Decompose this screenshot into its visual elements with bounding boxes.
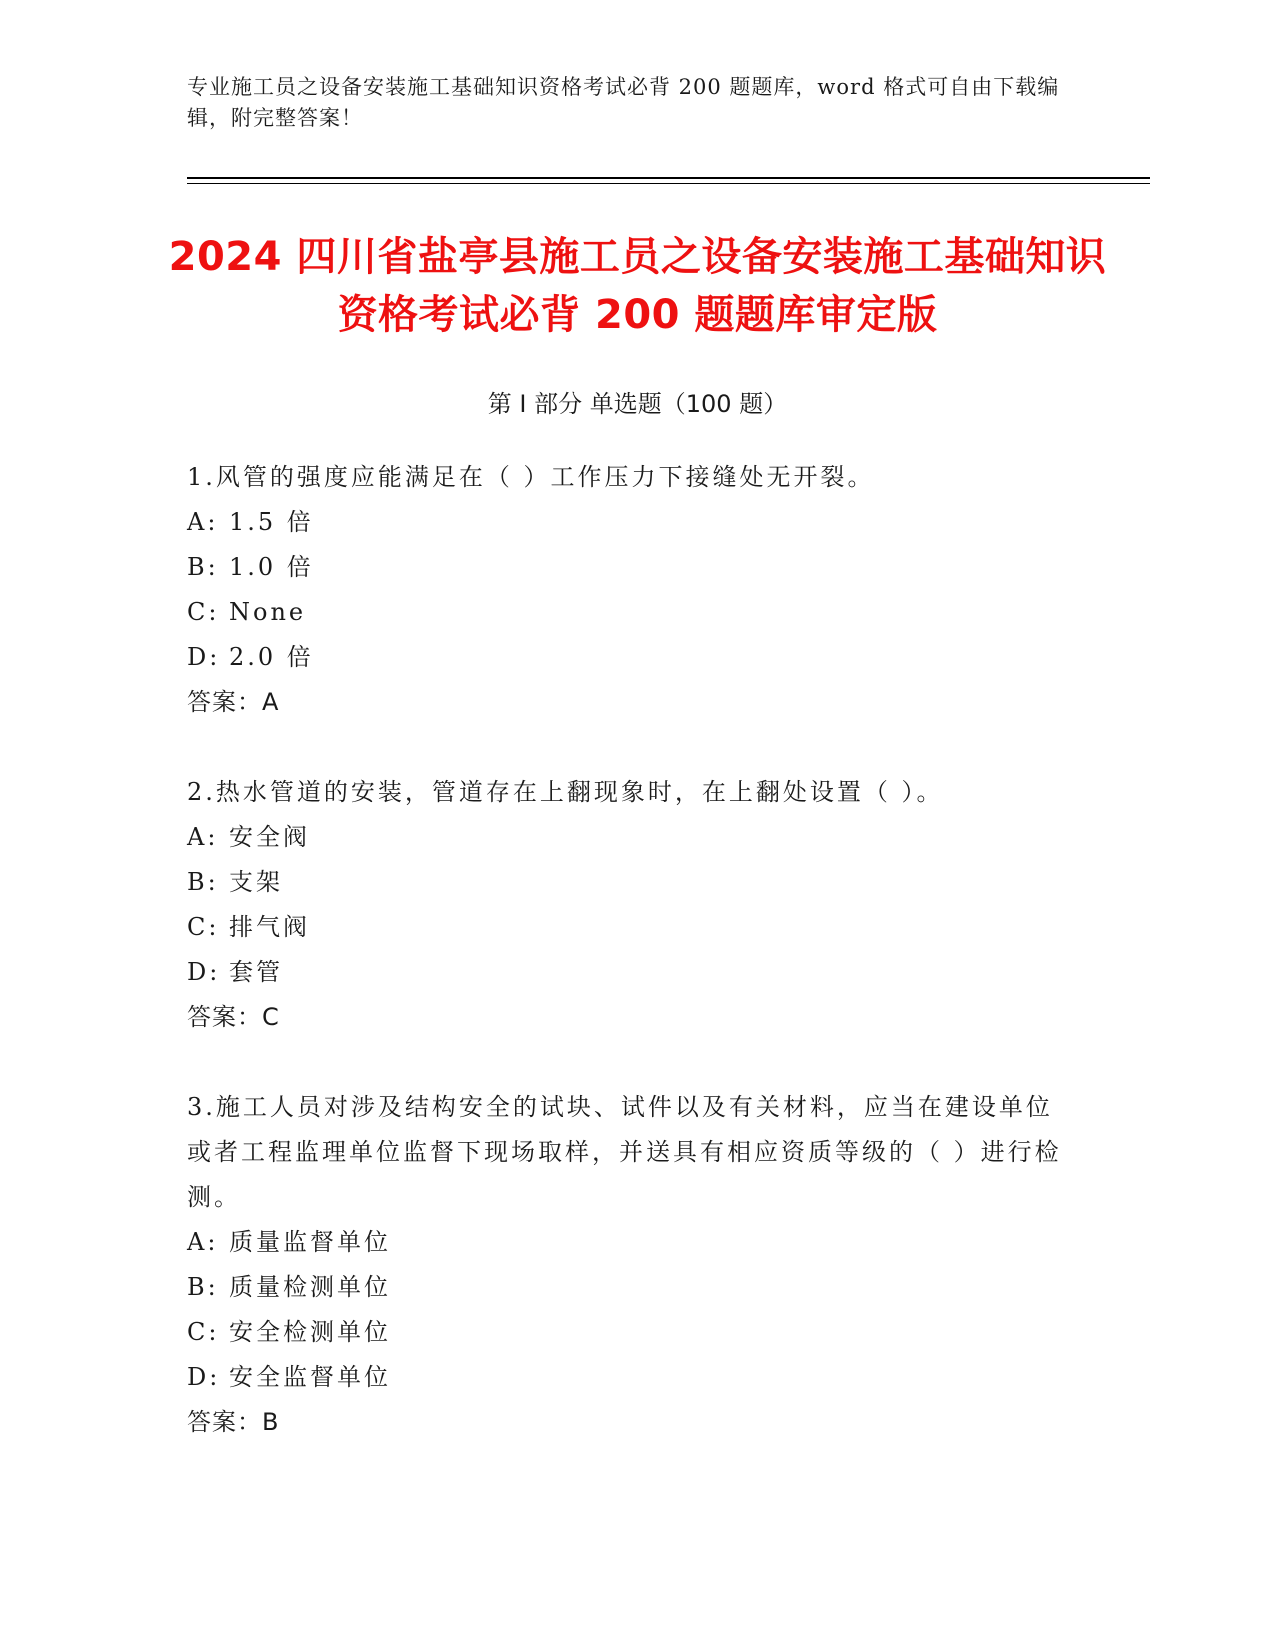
option-text: 安全阀 <box>229 823 310 851</box>
option-b <box>187 860 1067 905</box>
option-letter: D: <box>187 1363 221 1391</box>
option-text: 套管 <box>229 958 283 986</box>
option-text: 质量检测单位 <box>229 1273 391 1301</box>
option-letter: B: <box>187 553 219 581</box>
option-text: 1.5 倍 <box>229 508 314 536</box>
option-text: 安全检测单位 <box>229 1318 391 1346</box>
header-note: 专业施工员之设备安装施工基础知识资格考试必背 200 题题库，word 格式可自由下载编辑，附完整答案！ <box>187 75 1060 130</box>
question-stem: 2.热水管道的安装，管道存在上翻现象时，在上翻处设置（ ）。 <box>187 778 944 806</box>
document-title: 2024 四川省盐亭县施工员之设备安装施工基础知识资格考试必背 200 题题库审定版 <box>168 234 1107 338</box>
option-text: None <box>229 598 307 626</box>
option-a <box>187 1220 1067 1265</box>
option-a <box>187 815 1067 860</box>
option-b <box>187 545 1067 590</box>
option-c <box>187 905 1067 950</box>
option-b <box>187 1265 1067 1310</box>
question-stem: 1.风管的强度应能满足在（ ）工作压力下接缝处无开裂。 <box>187 463 875 491</box>
option-text: 1.0 倍 <box>229 553 314 581</box>
question-3 <box>187 1085 1067 1445</box>
option-letter: C: <box>187 1318 220 1346</box>
option-letter: A: <box>187 1228 219 1256</box>
option-d <box>187 635 1067 680</box>
option-letter: A: <box>187 508 219 536</box>
option-letter: D: <box>187 643 221 671</box>
option-letter: C: <box>187 913 220 941</box>
option-letter: D: <box>187 958 221 986</box>
header-divider-thin <box>187 183 1150 184</box>
option-d <box>187 950 1067 995</box>
question-stem: 3.施工人员对涉及结构安全的试块、试件以及有关材料，应当在建设单位或者工程监理单位监督下现场取样，并送具有相应资质等级的（ ）进行检测。 <box>187 1093 1062 1211</box>
answer: 答案：C <box>187 1003 280 1031</box>
option-c <box>187 1310 1067 1355</box>
answer: 答案：A <box>187 688 280 716</box>
option-d <box>187 1355 1067 1400</box>
option-c <box>187 590 1067 635</box>
option-text: 支架 <box>229 868 283 896</box>
question-2 <box>187 770 1067 1040</box>
option-a <box>187 500 1067 545</box>
option-letter: A: <box>187 823 219 851</box>
option-text: 排气阀 <box>229 913 310 941</box>
option-letter: B: <box>187 1273 219 1301</box>
answer: 答案：B <box>187 1408 280 1436</box>
option-text: 质量监督单位 <box>229 1228 391 1256</box>
option-letter: C: <box>187 598 220 626</box>
option-letter: B: <box>187 868 219 896</box>
header-divider-thick <box>187 177 1150 179</box>
section-heading: 第 I 部分 单选题（100 题） <box>487 390 788 418</box>
option-text: 安全监督单位 <box>229 1363 391 1391</box>
option-text: 2.0 倍 <box>229 643 314 671</box>
question-1 <box>187 455 1067 725</box>
